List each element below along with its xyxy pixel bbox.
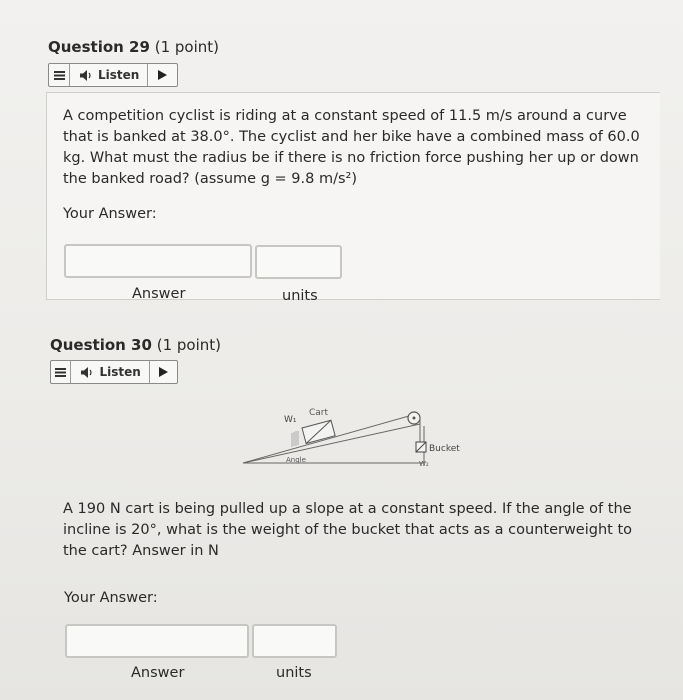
listen-button[interactable] [71, 361, 149, 383]
angle-label: Angle [286, 456, 306, 464]
question-number: Question 29 [48, 38, 150, 56]
answer-input[interactable] [64, 244, 252, 278]
answer-label: Answer [132, 286, 186, 302]
question-29-title [48, 38, 219, 56]
w1-label: W₁ [284, 415, 297, 425]
your-answer-label: Your Answer: [64, 590, 158, 606]
listen-label: Listen [99, 365, 141, 379]
cart-label: Cart [309, 408, 329, 418]
listen-label: Listen [98, 68, 140, 82]
bucket-label: Bucket [429, 444, 460, 454]
menu-icon [55, 368, 66, 377]
speaker-icon [80, 70, 93, 81]
question-number: Question 30 [50, 336, 152, 354]
units-label: units [282, 288, 318, 304]
play-button[interactable] [150, 361, 177, 383]
question-points: (1 point) [156, 336, 221, 354]
w2-label: W₂ [419, 460, 429, 468]
pulley-axle [413, 417, 416, 420]
question-30-title [50, 336, 221, 354]
play-button[interactable] [148, 64, 176, 86]
listen-toolbar [48, 63, 178, 87]
menu-button[interactable] [51, 361, 71, 383]
answer-label: Answer [131, 665, 185, 681]
units-label: units [276, 665, 312, 681]
play-icon [159, 367, 168, 377]
question-29-text: A competition cyclist is riding at a constant speed of 11.5 m/s around a curve that is banked at 38.0°. The cyclist and her bike have a combined mass of 60.0 kg. What must the radius be if there is no friction force pushing her up or down the banked road? (assume g = 9.8 m/s²) [63, 108, 640, 187]
speaker-icon [81, 367, 94, 378]
your-answer-label: Your Answer: [63, 206, 157, 222]
answer-input[interactable] [65, 624, 249, 658]
incline-diagram [238, 400, 478, 475]
listen-button[interactable] [70, 64, 148, 86]
play-icon [158, 70, 167, 80]
listen-toolbar [50, 360, 178, 384]
units-input[interactable] [252, 624, 337, 658]
question-30-text: A 190 N cart is being pulled up a slope at a constant speed. If the angle of the incline is 20°, what is the weight of the bucket that acts as a counterweight to the cart? Answer in N [63, 501, 633, 559]
units-input[interactable] [255, 245, 342, 279]
menu-button[interactable] [49, 64, 70, 86]
question-points: (1 point) [154, 38, 219, 56]
menu-icon [54, 71, 65, 80]
hatch-mark [292, 431, 298, 447]
cart [302, 420, 335, 443]
